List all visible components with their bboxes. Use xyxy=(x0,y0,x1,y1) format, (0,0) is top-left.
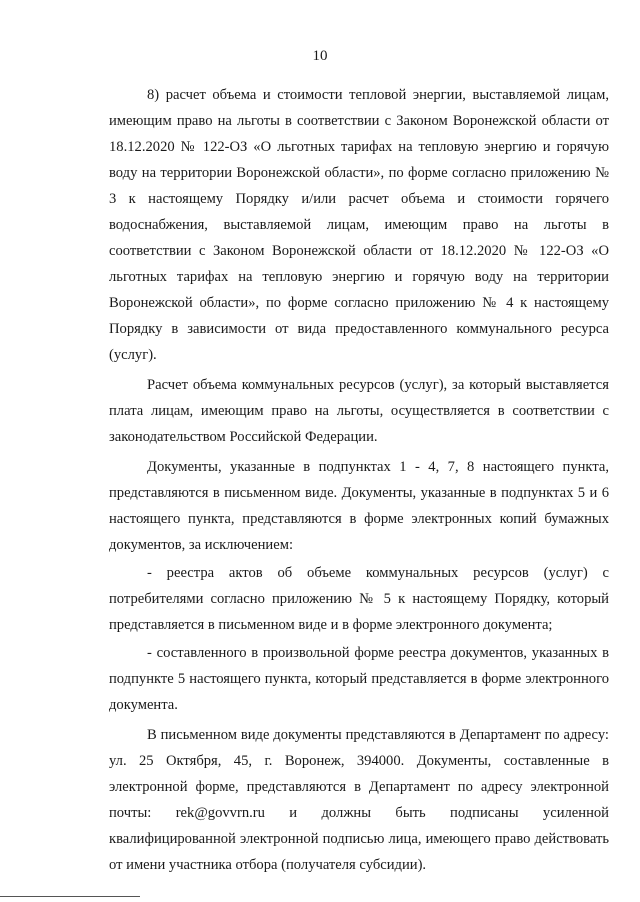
paragraph-subitem-8: 8) расчет объема и стоимости тепловой энергии, выставляемой лицам, имеющим право на льготы в соответствии с Законом Воронежской области от 18.12.2020 № 122-ОЗ «О льготных тарифах на тепловую энергию и горячую воду на территории Воронежской области», по форме согласно приложению № 3 к настоящему Порядку и/или расчет объема и стоимости горячего водоснабжения, выставляемой лицам, имеющим право на льготы в соответствии с Законом Воронежской области от 18.12.2020 № 122-ОЗ «О льготных тарифах на тепловую энергию и горячую воду на территории Воронежской области», по форме согласно приложению № 4 к настоящему Порядку в зависимости от вида предоставленного коммунального ресурса (услуг). xyxy=(109,87,609,363)
paragraph-submission-address: В письменном виде документы представляются в Департамент по адресу: ул. 25 Октября, 45, г. Воронеж, 394000. Документы, составленные в электронной форме, представляются в Департамент по адресу электронной почты: rek@govvrn.ru и должны быть подписаны усиленной квалифицированной электронной подписью лица, имеющего право действовать от имени участника отбора (получателя субсидии). xyxy=(109,727,609,873)
paragraph-exception-registry-documents: - составленного в произвольной форме реестра документов, указанных в подпункте 5 настоящего пункта, который представляется в форме электронного документа. xyxy=(109,645,609,713)
page-number: 10 xyxy=(312,48,328,64)
paragraph-calculation: Расчет объема коммунальных ресурсов (услуг), за который выставляется плата лицам, имеющим право на льготы, осуществляется в соответствии с законодательством Российской Федерации. xyxy=(109,377,609,445)
document-body xyxy=(109,82,609,882)
footer-divider xyxy=(0,896,140,897)
paragraph-documents: Документы, указанные в подпунктах 1 - 4, 7, 8 настоящего пункта, представляются в письменном виде. Документы, указанные в подпунктах 5 и 6 настоящего пункта, представляются в форме электронных копий бумажных документов, за исключением: xyxy=(109,459,609,553)
paragraph-exception-registry-acts: - реестра актов об объеме коммунальных ресурсов (услуг) с потребителями согласно приложению № 5 к настоящему Порядку, который представляется в письменном виде и в форме электронного документа; xyxy=(109,565,609,633)
